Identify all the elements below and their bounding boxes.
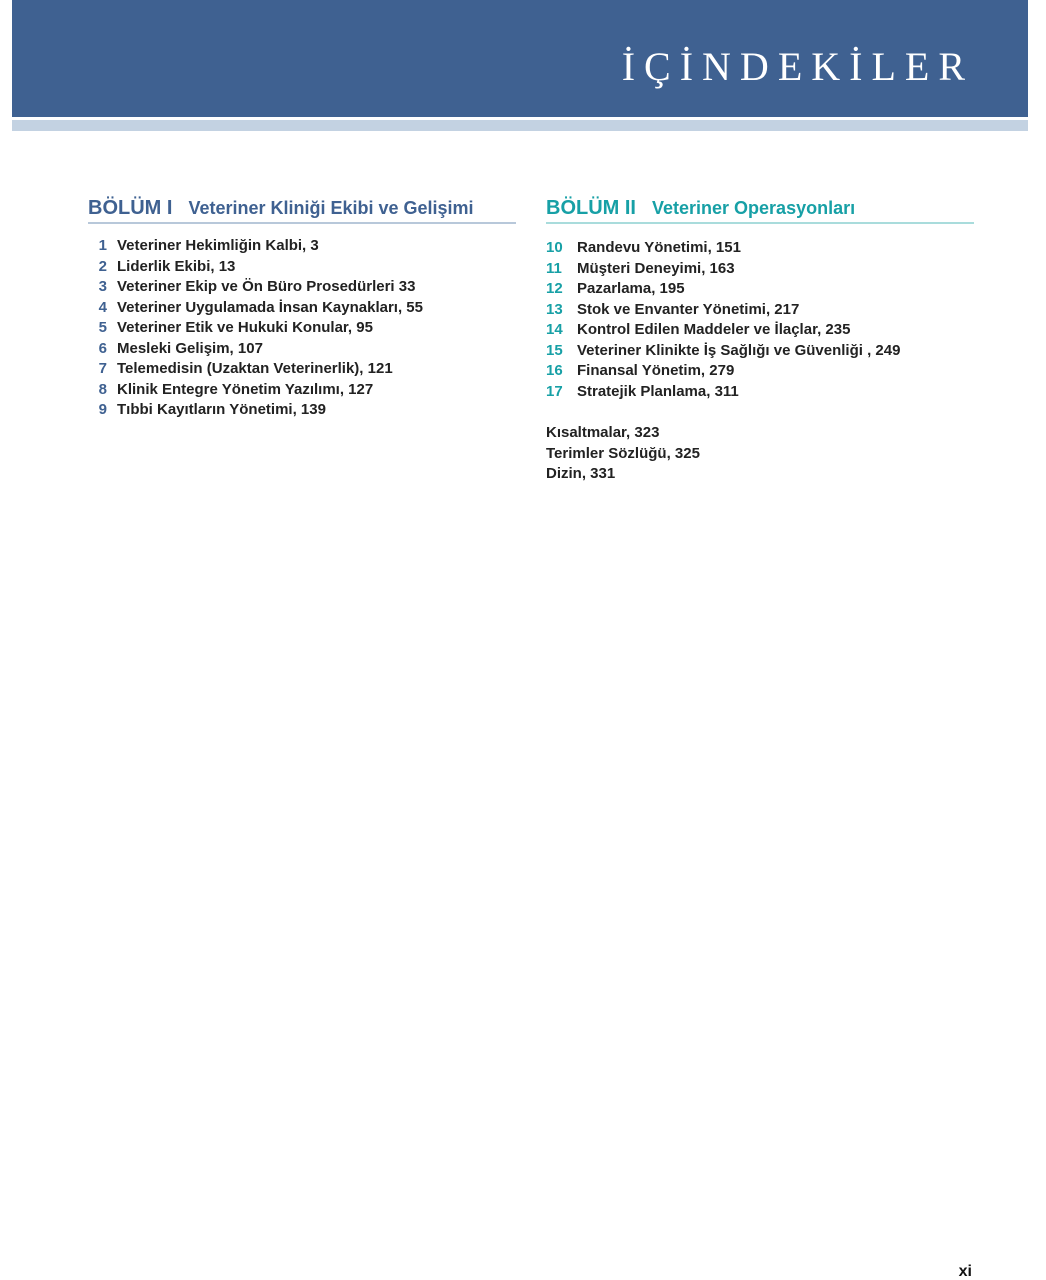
chapter-number: 9 <box>98 401 107 418</box>
part1-column <box>88 196 516 421</box>
toc-entry[interactable] <box>88 400 516 421</box>
chapter-title: Müşteri Deneyimi, 163 <box>577 259 735 277</box>
chapter-title: Randevu Yönetimi, 151 <box>577 239 741 256</box>
chapter-number: 5 <box>98 319 107 336</box>
toc-entry[interactable] <box>546 238 974 259</box>
toc-entry[interactable] <box>88 277 516 298</box>
chapter-number: 17 <box>546 382 563 400</box>
chapter-title: Mesleki Gelişim, 107 <box>117 339 263 357</box>
chapter-number: 3 <box>98 278 107 295</box>
toc-entry[interactable] <box>546 382 974 403</box>
toc-entry[interactable] <box>546 320 974 341</box>
chapter-title: Veteriner Uygulamada İnsan Kaynakları, 55 <box>117 298 423 316</box>
chapter-title: Telemedisin (Uzaktan Veterinerlik), 121 <box>117 360 393 377</box>
chapter-number: 11 <box>546 259 562 277</box>
chapter-number: 2 <box>98 257 107 275</box>
toc-entry[interactable] <box>546 341 974 362</box>
toc-entry[interactable] <box>88 236 516 257</box>
chapter-number: 4 <box>98 298 107 316</box>
chapter-title: Tıbbi Kayıtların Yönetimi, 139 <box>117 401 326 418</box>
chapter-title: Stok ve Envanter Yönetimi, 217 <box>577 300 800 318</box>
page-number: xi <box>958 1263 972 1280</box>
toc-entry[interactable] <box>88 318 516 339</box>
toc-entry[interactable] <box>546 300 974 321</box>
part1-label: BÖLÜM I <box>88 197 173 219</box>
chapter-title: Pazarlama, 195 <box>577 280 685 297</box>
chapter-number: 16 <box>546 362 563 379</box>
toc-entry[interactable] <box>88 257 516 278</box>
back-matter-entry[interactable]: Dizin, 331 <box>546 465 616 482</box>
part2-column <box>546 196 974 485</box>
chapter-title: Liderlik Ekibi, 13 <box>117 257 236 275</box>
header-stripe <box>12 120 1028 131</box>
chapter-number: 8 <box>98 380 107 398</box>
part2-title: Veteriner Operasyonları <box>652 198 856 218</box>
chapter-title: Kontrol Edilen Maddeler ve İlaçlar, 235 <box>577 321 851 338</box>
chapter-number: 7 <box>98 360 107 377</box>
toc-entry[interactable] <box>88 380 516 401</box>
part2-entries <box>546 238 974 402</box>
chapter-number: 12 <box>546 280 563 297</box>
part2-heading <box>546 196 974 224</box>
part2-label: BÖLÜM II <box>546 197 636 219</box>
chapter-number: 1 <box>98 237 107 254</box>
chapter-number: 15 <box>546 341 563 359</box>
chapter-title: Veteriner Klinikte İş Sağlığı ve Güvenliği , 249 <box>577 341 901 359</box>
toc-entry[interactable] <box>88 298 516 319</box>
toc-entry[interactable] <box>88 359 516 380</box>
page-title: İÇİNDEKİLER <box>621 44 974 89</box>
chapter-title: Veteriner Hekimliğin Kalbi, 3 <box>117 237 319 254</box>
chapter-number: 6 <box>98 339 107 357</box>
chapter-title: Stratejik Planlama, 311 <box>577 382 739 400</box>
toc-entry[interactable] <box>546 259 974 280</box>
chapter-number: 10 <box>546 239 563 256</box>
toc-entry[interactable] <box>546 361 974 382</box>
part1-heading <box>88 196 516 224</box>
chapter-title: Veteriner Etik ve Hukuki Konular, 95 <box>117 319 373 336</box>
header-banner <box>12 0 1028 117</box>
part1-entries <box>88 236 516 421</box>
back-matter-list <box>546 423 974 485</box>
chapter-number: 14 <box>546 321 563 338</box>
back-matter-entry[interactable]: Terimler Sözlüğü, 325 <box>546 444 700 462</box>
chapter-number: 13 <box>546 300 563 318</box>
part1-title: Veteriner Kliniği Ekibi ve Gelişimi <box>188 198 474 218</box>
chapter-title: Klinik Entegre Yönetim Yazılımı, 127 <box>117 380 374 398</box>
chapter-title: Finansal Yönetim, 279 <box>577 362 735 379</box>
chapter-title: Veteriner Ekip ve Ön Büro Prosedürleri 33 <box>117 278 416 295</box>
toc-entry[interactable] <box>88 339 516 360</box>
toc-entry[interactable] <box>546 279 974 300</box>
back-matter-entry[interactable]: Kısaltmalar, 323 <box>546 424 660 441</box>
